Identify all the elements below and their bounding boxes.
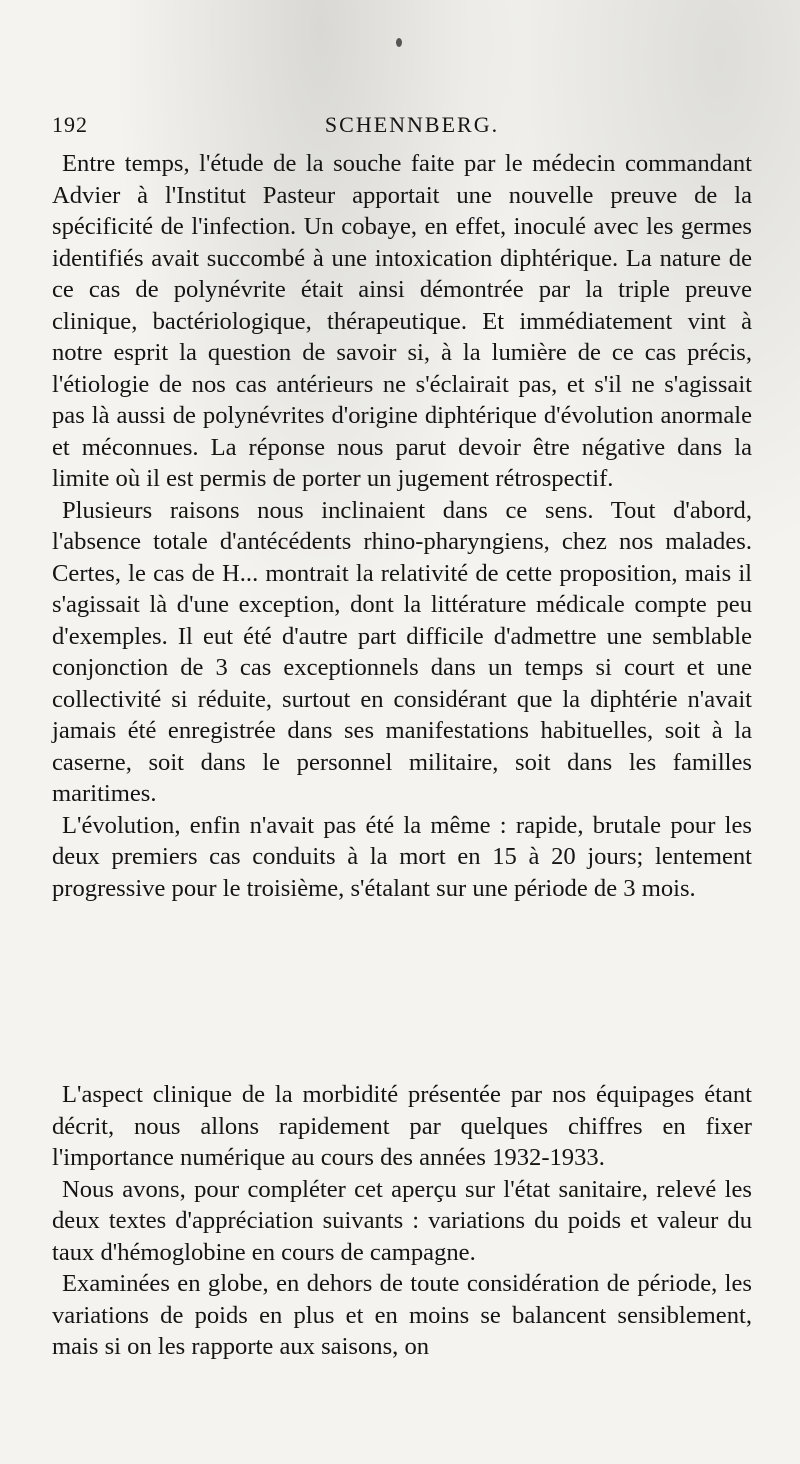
paragraph <box>52 810 752 905</box>
paragraph <box>52 495 752 810</box>
paragraph-text: L'aspect clinique de la morbidité présentée par nos équipages étant décrit, nous allons rapidement par quelques chiffres en fixer l'importance numérique au cours des années 1932-1933. <box>52 1081 752 1171</box>
running-title: SCHENNBERG. <box>324 112 500 137</box>
text-block-upper <box>52 148 752 904</box>
paragraph <box>52 1268 752 1363</box>
paragraph <box>52 148 752 495</box>
running-head <box>52 112 752 146</box>
paragraph-text: Nous avons, pour compléter cet aperçu sur l'état sanitaire, relevé les deux textes d'appréciation suivants : variations du poids et valeur du taux d'hémoglobine en cours de campagne. <box>52 1175 752 1266</box>
page-number: 192 <box>52 112 88 137</box>
paragraph-text: Examinées en globe, en dehors de toute considération de période, les variations de poids en plus et en moins se balancent sensiblement, mais si on les rapporte aux saisons, on <box>52 1270 752 1360</box>
paragraph-text: Plusieurs raisons nous inclinaient dans ce sens. Tout d'abord, l'absence totale d'antécédents rhino-pharyngiens, chez nos malades. Certes, le cas de H... montrait la relativité de cette proposition, mais il s'agissait là d'une exception, dont la littérature médicale compte peu d'exemples. Il eut été d'autre part difficile d'admettre une semblable conjonction de 3 cas exceptionnels dans un temps si court et une collectivité si réduite, surtout en considérant que la diphtérie n'avait jamais été enregistrée dans ses manifestations habituelles, soit à la caserne, soit dans le personnel militaire, soit dans les familles maritimes. <box>52 496 752 807</box>
paragraph-text: L'évolution, enfin n'avait pas été la même : rapide, brutale pour les deux premiers cas conduits à la mort en 15 à 20 jours; lentement progressive pour le troisième, s'étalant sur une période de 3 mois. <box>52 811 752 902</box>
text-block-lower <box>52 1079 752 1363</box>
paragraph <box>52 1079 752 1174</box>
ink-speck <box>396 38 402 47</box>
paragraph <box>52 1174 752 1269</box>
paragraph-text: Entre temps, l'étude de la souche faite par le médecin commandant Advier à l'Institut Pasteur apportait une nouvelle preuve de la spécificité de l'infection. Un cobaye, en effet, inoculé avec les germes identifiés avait succombé à une intoxication diphtérique. La nature de ce cas de polynévrite était ainsi démontrée par la triple preuve clinique, bactériologique, thérapeutique. Et immédiatement vint à notre esprit la question de savoir si, à la lumière de ce cas précis, l'étiologie de nos cas antérieurs ne s'éclairait pas, et s'il ne s'agissait pas là aussi de polynévrites d'origine diphtérique d'évolution anormale et méconnues. La réponse nous parut devoir être négative dans la limite où il est permis de porter un jugement rétrospectif. <box>52 150 752 492</box>
